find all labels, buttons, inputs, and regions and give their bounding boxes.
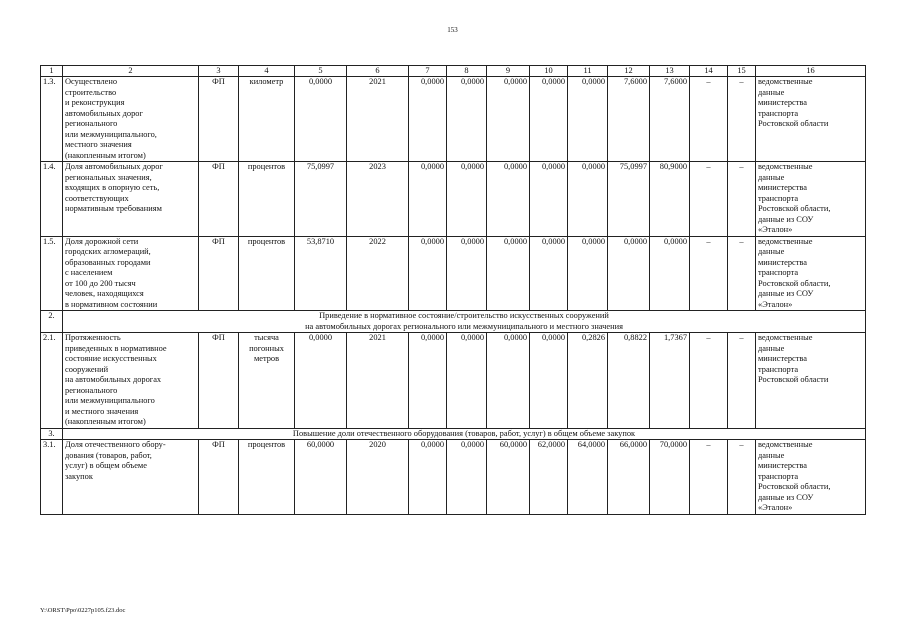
header-cell: 14: [690, 66, 728, 77]
table-cell: 2022: [347, 236, 409, 311]
table-cell: –: [690, 77, 728, 162]
table-cell: 0,0000: [608, 236, 650, 311]
table-cell: Доля автомобильных дорог региональных значения, входящих в опорную сеть, соответствующих нормативным требованиям: [63, 162, 199, 237]
header-cell: 3: [199, 66, 239, 77]
table-cell: 7,6000: [608, 77, 650, 162]
indicators-table: [40, 65, 866, 515]
table-cell: ФП: [199, 77, 239, 162]
table-cell: 0,0000: [530, 162, 568, 237]
table-cell: Осуществлено строительство и реконструкция автомобильных дорог регионального или межмуниципального, местного значения (накопленным итогом): [63, 77, 199, 162]
table-cell: 2023: [347, 162, 409, 237]
table-cell: –: [690, 333, 728, 429]
table-cell: Протяженность приведенных в нормативное состояние искусственных сооружений на автомобильных дорогах регионального или межмуниципального и местного значения (накопленным итогом): [63, 333, 199, 429]
table-cell: ведомственные данные министерства транспорта Ростовской области: [756, 77, 866, 162]
table-cell: 3.1.: [41, 440, 63, 515]
header-cell: 9: [487, 66, 530, 77]
file-path-footer: Y:\ORST\Ppo\0227p105.f23.doc: [40, 607, 126, 614]
header-cell: 8: [447, 66, 487, 77]
section-title: Повышение доли отечественного оборудования (товаров, работ, услуг) в общем объеме закупок: [63, 428, 866, 440]
header-cell: 4: [239, 66, 295, 77]
table-cell: ведомственные данные министерства транспорта Ростовской области, данные из СОУ «Эталон»: [756, 236, 866, 311]
table-cell: Доля дорожной сети городских агломераций, образованных городами с населением от 100 до 200 тысяч человек, находящихся в нормативном состоянии: [63, 236, 199, 311]
table-cell: 1.4.: [41, 162, 63, 237]
table-cell: 1.5.: [41, 236, 63, 311]
table-cell: 0,8822: [608, 333, 650, 429]
table-cell: 0,0000: [530, 236, 568, 311]
table-cell: 0,0000: [295, 333, 347, 429]
table-cell: километр: [239, 77, 295, 162]
table-row: [41, 333, 866, 429]
section-number: 2.: [41, 311, 63, 333]
table-cell: тысяча погонных метров: [239, 333, 295, 429]
table-cell: 0,0000: [409, 162, 447, 237]
table-cell: 70,0000: [650, 440, 690, 515]
table-cell: 0,0000: [487, 333, 530, 429]
section-row: [41, 428, 866, 440]
table-cell: 1,7367: [650, 333, 690, 429]
table-cell: 75,0997: [608, 162, 650, 237]
table-cell: ФП: [199, 440, 239, 515]
table-cell: 64,0000: [568, 440, 608, 515]
table-cell: 0,0000: [409, 77, 447, 162]
table-cell: –: [690, 162, 728, 237]
table-cell: 0,0000: [568, 236, 608, 311]
table-cell: 0,0000: [568, 162, 608, 237]
table-cell: ведомственные данные министерства транспорта Ростовской области, данные из СОУ «Эталон»: [756, 440, 866, 515]
table-cell: –: [728, 162, 756, 237]
header-cell: 15: [728, 66, 756, 77]
table-cell: процентов: [239, 236, 295, 311]
table-cell: 0,0000: [650, 236, 690, 311]
table-row: [41, 236, 866, 311]
table-cell: 0,0000: [568, 77, 608, 162]
header-cell: 13: [650, 66, 690, 77]
table-cell: 0,0000: [447, 162, 487, 237]
header-cell: 1: [41, 66, 63, 77]
table-cell: ФП: [199, 162, 239, 237]
table-cell: 0,0000: [295, 77, 347, 162]
table-row: [41, 162, 866, 237]
header-cell: 5: [295, 66, 347, 77]
table-cell: 0,0000: [409, 440, 447, 515]
table-cell: –: [690, 236, 728, 311]
table-cell: –: [728, 440, 756, 515]
section-number: 3.: [41, 428, 63, 440]
table-cell: 0,0000: [447, 236, 487, 311]
header-cell: 12: [608, 66, 650, 77]
table-cell: –: [690, 440, 728, 515]
table-row: [41, 77, 866, 162]
table-cell: 75,0997: [295, 162, 347, 237]
table-cell: процентов: [239, 440, 295, 515]
table-cell: 2021: [347, 77, 409, 162]
header-cell: 16: [756, 66, 866, 77]
table-cell: 0,0000: [487, 236, 530, 311]
table-cell: 53,8710: [295, 236, 347, 311]
table-cell: –: [728, 236, 756, 311]
table-cell: 0,0000: [530, 77, 568, 162]
table-cell: процентов: [239, 162, 295, 237]
table-cell: 0,0000: [530, 333, 568, 429]
table-cell: –: [728, 333, 756, 429]
table-cell: 80,9000: [650, 162, 690, 237]
header-cell: 11: [568, 66, 608, 77]
table-cell: 0,0000: [409, 333, 447, 429]
table-cell: 0,0000: [487, 77, 530, 162]
table-cell: 60,0000: [295, 440, 347, 515]
table-cell: 0,2826: [568, 333, 608, 429]
table-cell: 0,0000: [447, 333, 487, 429]
table-cell: ФП: [199, 236, 239, 311]
table-cell: 1.3.: [41, 77, 63, 162]
table-cell: Доля отечественного обору- дования (товаров, работ, услуг) в общем объеме закупок: [63, 440, 199, 515]
table-cell: ведомственные данные министерства транспорта Ростовской области, данные из СОУ «Эталон»: [756, 162, 866, 237]
table-cell: 0,0000: [447, 77, 487, 162]
section-row: [41, 311, 866, 333]
header-cell: 7: [409, 66, 447, 77]
table-cell: 60,0000: [487, 440, 530, 515]
table-cell: 2.1.: [41, 333, 63, 429]
table-cell: 66,0000: [608, 440, 650, 515]
table-cell: 0,0000: [447, 440, 487, 515]
table-cell: –: [728, 77, 756, 162]
table-row: [41, 440, 866, 515]
header-cell: 2: [63, 66, 199, 77]
header-cell: 10: [530, 66, 568, 77]
header-row: [41, 66, 866, 77]
table-cell: 7,6000: [650, 77, 690, 162]
table-cell: ФП: [199, 333, 239, 429]
page-number: 153: [447, 26, 458, 34]
table-cell: 2020: [347, 440, 409, 515]
table-cell: 0,0000: [487, 162, 530, 237]
table-cell: 62,0000: [530, 440, 568, 515]
section-title: Приведение в нормативное состояние/строительство искусственных сооружений на автомобильных дорогах регионального или межмуниципального и местного значения: [63, 311, 866, 333]
header-cell: 6: [347, 66, 409, 77]
table-cell: ведомственные данные министерства транспорта Ростовской области: [756, 333, 866, 429]
table-cell: 2021: [347, 333, 409, 429]
table-cell: 0,0000: [409, 236, 447, 311]
